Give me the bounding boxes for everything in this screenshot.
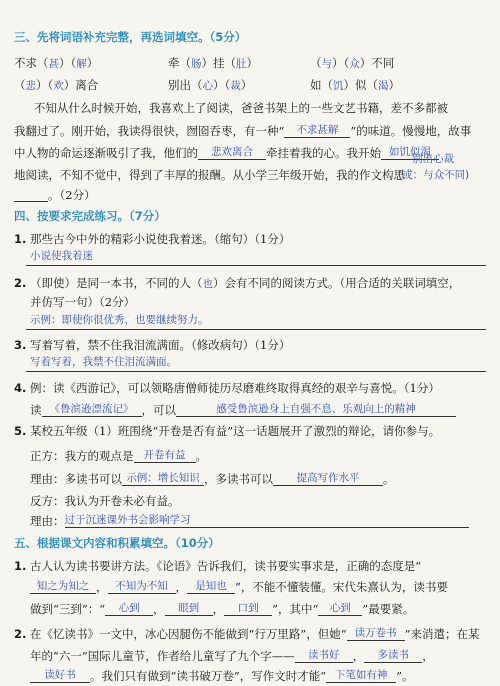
q4-4-fill: 读 《鲁滨逊漂流记》 ，可以 感受鲁滨逊身上自强不息、乐观向上的精神	[30, 403, 456, 417]
answer-blank: 感受鲁滨逊身上自强不息、乐观向上的精神	[176, 403, 456, 417]
passage-line-3: 中人物的命运逐渐吸引了我，他们的 悲欢离合 牵挂着我的心。我开始 如饥似渴	[14, 146, 439, 160]
answer-q4-2: 示例：即使你很优秀，也要继续努力。	[30, 314, 209, 326]
q4-4: 4. 例：读《西游记》，可以领略唐僧师徒历尽磨难终取得真经的艰辛与喜悦。（1分）	[14, 381, 440, 395]
word-fill-5: 别出（心）（裁）	[168, 78, 253, 92]
section-5-title: 五、根据课文内容和积累填空。（10分）	[14, 536, 220, 550]
word-fill-2: 牵（肠）挂（肚）	[168, 56, 258, 70]
answer-blank: 是知也	[187, 580, 235, 594]
passage-line-1: 不知从什么时候开始，我喜欢上了阅读，爸爸书架上的一些文艺书籍，差不多都被	[34, 101, 448, 115]
passage-line-2: 我翻过了。刚开始，我读得很快，囫囵吞枣，有一种“ 不求甚解 ”的味道。慢慢地，故事	[14, 124, 472, 138]
answer-blank: 读万卷书	[347, 627, 405, 641]
answer-blank: 知之为知之	[30, 580, 96, 594]
answer-blank: 提高写作水平	[273, 472, 383, 486]
q4-1: 1. 那些古今中外的精彩小说使我着迷。（缩句）（1分）	[14, 232, 291, 246]
answer-blank: 读好书	[30, 669, 90, 683]
passage-line-5: 。（2分）	[14, 188, 96, 202]
answer-blank: 下笔如有神	[326, 669, 396, 683]
q4-5-pos: 正方：我方的观点是 开卷有益 。	[30, 449, 207, 463]
answer-blank: 过于沉迷课外书会影响学习	[65, 514, 469, 528]
q4-3: 3. 写着写着，禁不住我泪流满面。（修改病句）（1分）	[14, 338, 291, 352]
passage-line-4: 地阅读，不知不觉中，得到了丰厚的报酬。从小学三年级开始，我的作文构思	[14, 168, 405, 182]
q4-2: 2. （即使）是同一本书，不同的人（也）会有不同的阅读方式。（用合适的关联词填空，	[14, 276, 461, 290]
answer-blank: 眼到	[165, 602, 213, 616]
answer-blank: 不求甚解	[284, 124, 350, 138]
answer-q4-1: 小说使我着迷	[30, 250, 93, 262]
q5-1-line2: 知之为知之 ， 不知为不知 ， 是知也 ”，不能不懂装懂。宋代朱熹认为，读书要	[30, 580, 448, 594]
word-fill-3: （与）（众）不同	[310, 56, 395, 70]
answer-blank: 读书好	[295, 649, 353, 663]
answer-blank: 《鲁滨逊漂流记》	[42, 403, 142, 417]
q5-2-line2: 年的“六一”国际儿童节，作者给儿童写了九个字—— 读书好 ， 多读书 ，	[30, 649, 434, 663]
q5-2-line3: 读好书 。我们只有做到“读书破万卷”，写作文时才能“ 下笔如有神 ”。	[30, 669, 414, 683]
word-fill-6: 如（饥）似（渴）	[310, 78, 400, 92]
q5-1: 1. 古人认为读书要讲方法。《论语》告诉我们，读书要实事求是，正确的态度是“	[14, 559, 422, 573]
answer-handwritten: 别出心裁	[412, 153, 454, 165]
answer-blank: 如饥似渴	[381, 146, 439, 160]
answer-blank: 悲欢离合	[198, 146, 266, 160]
word-fill-1: 不求（甚）（解）	[14, 56, 99, 70]
q4-2-cont: 并仿写一句）（2分）	[30, 295, 136, 309]
answer-blank: 心到	[105, 602, 153, 616]
section-3-title: 三、先将词语补充完整，再选词填空。（5分）	[14, 30, 247, 44]
q4-5-reason1: 理由：多读书可以 示例：增长知识 ，多读书可以 提高写作水平 。	[30, 472, 395, 486]
q5-1-line3: 做到“三到”：“ 心到 ， 眼到 ， 口到 ”，其中“ 心到 ”最要紧。	[30, 602, 415, 616]
q4-5: 5. 某校五年级（1）班围绕“开卷是否有益”这一话题展开了激烈的辩论，请你参与。	[14, 424, 441, 438]
answer-blank: 口到	[224, 602, 272, 616]
q4-5-neg: 反方：我认为开卷未必有益。	[30, 494, 180, 508]
answer-blank: 多读书	[364, 649, 422, 663]
q4-5-reason2: 理由：过于沉迷课外书会影响学习	[30, 514, 469, 528]
word-fill-4: （悲）（欢）离合	[14, 78, 99, 92]
answer-q4-3: 写着写着，我禁不住泪流满面。	[30, 356, 177, 368]
answer-note: (或：与众不同)	[398, 169, 470, 181]
answer-blank: 心到	[318, 602, 362, 616]
answer-blank: 不知为不知	[108, 580, 176, 594]
answer-blank: 开卷有益	[134, 449, 196, 463]
answer-blank: 示例：增长知识	[122, 472, 204, 486]
q5-2: 2. 在《忆读书》一文中，冰心因腿伤不能做到“行万里路”，但她“ 读万卷书 ”来消遣；在某	[14, 627, 480, 641]
section-4-title: 四、按要求完成练习。（7分）	[14, 209, 166, 223]
